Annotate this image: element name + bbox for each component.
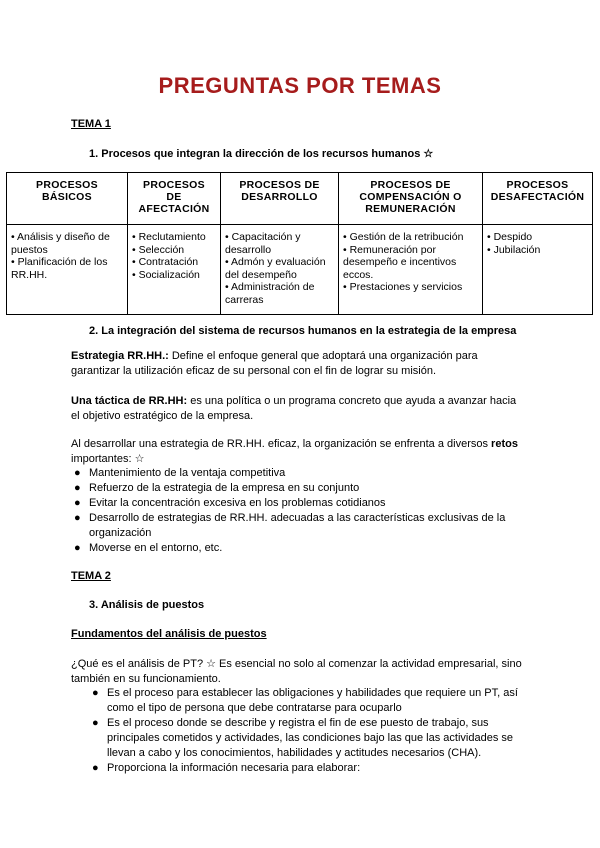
list-item: ● Refuerzo de la estrategia de la empresa en su conjunto	[74, 482, 360, 494]
tema-1-heading: TEMA 1	[71, 118, 111, 130]
list-item: ● Proporciona la información necesaria para elaborar:	[92, 762, 361, 774]
que-es-paragraph: ¿Qué es el análisis de PT? ☆ Es esencial no solo al comenzar la actividad empresarial, sino también en su funcionamiento.	[71, 658, 522, 685]
header-afectacion: PROCESOS DE AFECTACIÓN	[128, 173, 221, 225]
question-2-heading: 2. La integración del sistema de recursos humanos en la estrategia de la empresa	[89, 325, 517, 337]
retos-paragraph: Al desarrollar una estrategia de RR.HH. eficaz, la organización se enfrenta a diversos retos importantes: ☆	[71, 438, 518, 465]
list-item: ● Moverse en el entorno, etc.	[74, 542, 223, 554]
estrategia-term: Estrategia RR.HH.:	[71, 350, 169, 362]
header-basicos: PROCESOS BÁSICOS	[7, 173, 128, 225]
question-1-heading: 1. Procesos que integran la dirección de los recursos humanos ☆	[89, 148, 434, 160]
tactica-paragraph: Una táctica de RR.HH: es una política o un programa concreto que ayuda a avanzar hacia el objetivo estratégico de la empresa.	[71, 395, 517, 422]
list-item: ● Desarrollo de estrategias de RR.HH. adecuadas a las características exclusivas de la organización	[74, 512, 506, 539]
tema-2-heading: TEMA 2	[71, 570, 111, 582]
header-desafectacion: PROCESOS DESAFECTACIÓN	[483, 173, 593, 225]
cell-desarrollo: • Capacitación y desarrollo • Admón y evaluación del desempeño • Administración de carreras	[221, 225, 339, 315]
header-compensacion: PROCESOS DE COMPENSACIÓN O REMUNERACIÓN	[339, 173, 483, 225]
question-3-heading: 3. Análisis de puestos	[89, 599, 205, 611]
table-row	[7, 225, 593, 315]
fundamentos-heading: Fundamentos del análisis de puestos	[71, 628, 267, 640]
cell-compensacion: • Gestión de la retribución • Remuneración por desempeño e incentivos eccos. • Prestaciones y servicios	[339, 225, 483, 315]
processes-table	[6, 172, 593, 315]
header-desarrollo: PROCESOS DE DESARROLLO	[221, 173, 339, 225]
list-item: ● Es el proceso para establecer las obligaciones y habilidades que requiere un PT, así como el tipo de persona que debe contratarse para ocuparlo	[92, 687, 518, 714]
cell-afectacion: • Reclutamiento • Selección • Contratación • Socialización	[128, 225, 221, 315]
tactica-term: Una táctica de RR.HH:	[71, 395, 188, 407]
table-header-row	[7, 173, 593, 225]
cell-basicos: • Análisis y diseño de puestos • Planificación de los RR.HH.	[7, 225, 128, 315]
list-item: ● Es el proceso donde se describe y registra el fin de ese puesto de trabajo, sus principales cometidos y actividades, las condiciones bajo las que las actividades se llevan a cabo y los conocimientos, habilidades y actitudes necesarios (CHA).	[92, 717, 514, 759]
list-item: ● Evitar la concentración excesiva en los problemas cotidianos	[74, 497, 386, 509]
retos-term: retos	[491, 438, 518, 450]
estrategia-paragraph: Estrategia RR.HH.: Define el enfoque general que adoptará una organización para garantizar la utilización eficaz de su personal con el fin de lograr su misión.	[71, 350, 478, 377]
page-title: PREGUNTAS POR TEMAS	[158, 73, 442, 98]
list-item: ● Mantenimiento de la ventaja competitiva	[74, 467, 286, 479]
cell-desafectacion: • Despido • Jubilación	[483, 225, 593, 315]
